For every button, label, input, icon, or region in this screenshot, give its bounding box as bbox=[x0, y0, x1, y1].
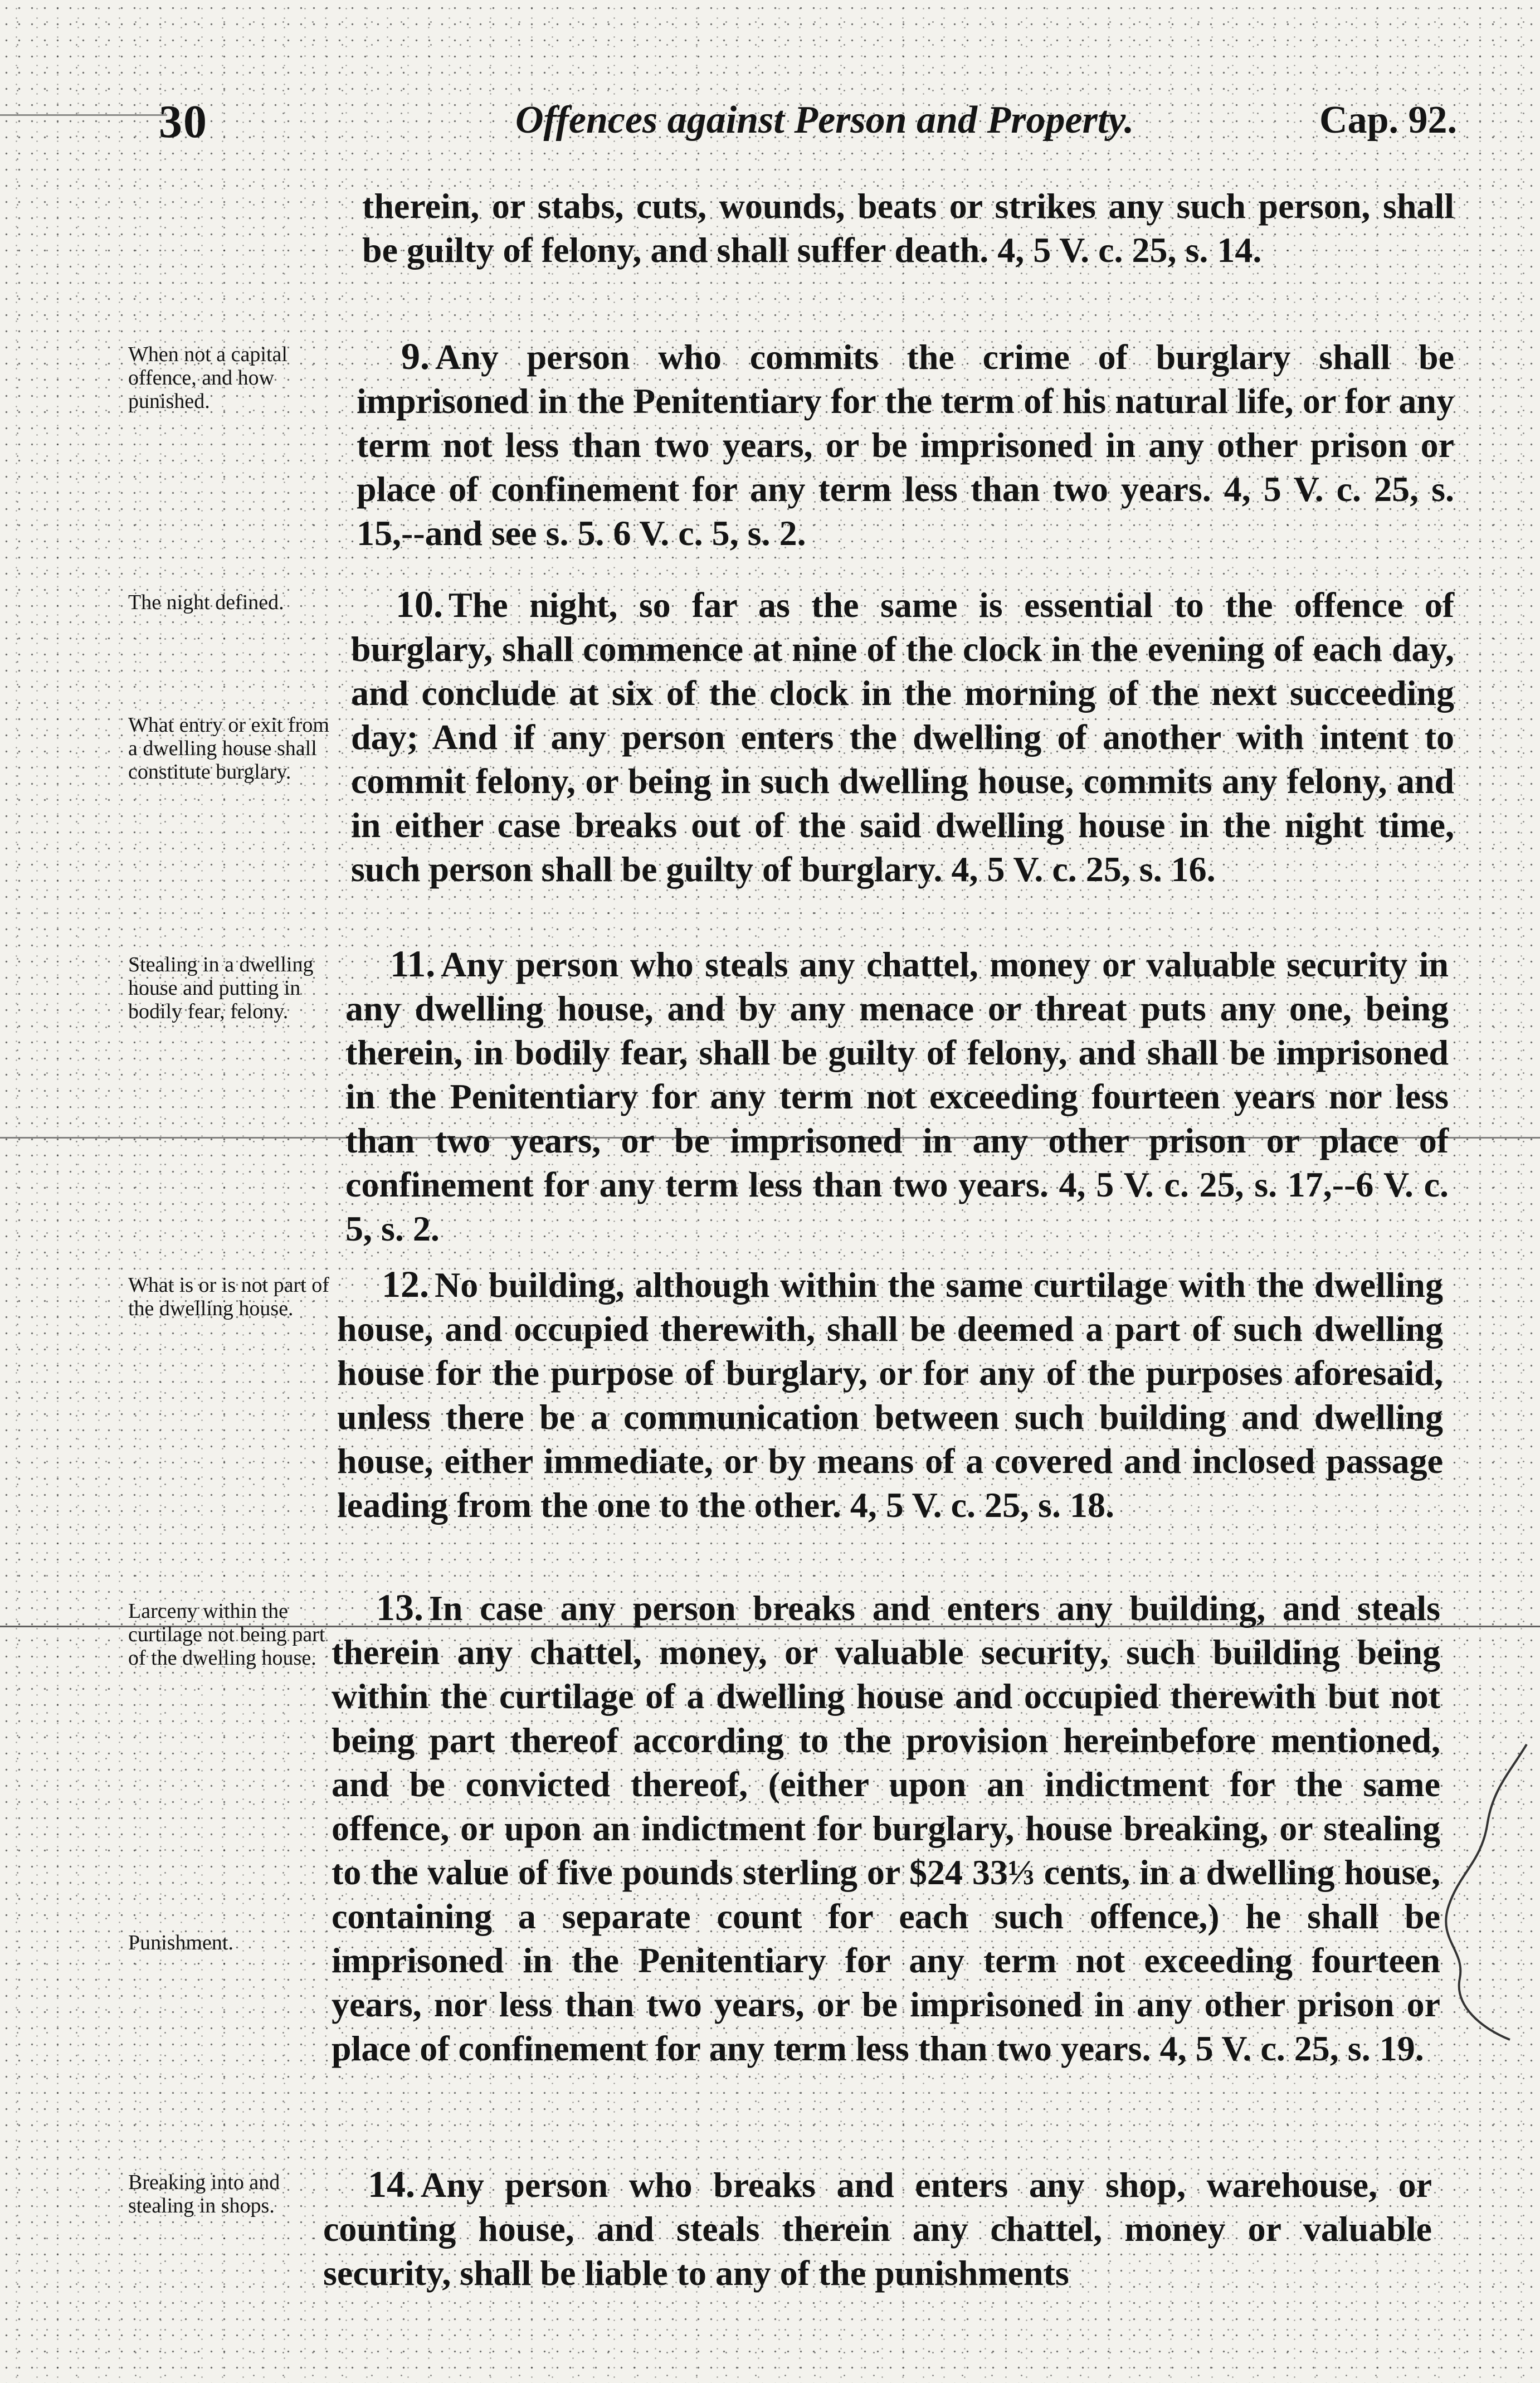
section-number: 13. bbox=[376, 1586, 423, 1628]
section-13 bbox=[332, 1586, 1440, 2070]
page-header bbox=[159, 95, 1457, 156]
margin-note: Larceny within the curtilage not being part of the dwelling house. bbox=[128, 1599, 325, 1670]
section-12 bbox=[337, 1262, 1443, 1527]
margin-note: What is or is not part of the dwelling house. bbox=[128, 1273, 329, 1320]
section-text: The night, so far as the same is essential to the offence of burglary, shall commence at nine of the clock in the evening of each day, and conclude at six of the clock in the morning of the next succeeding day; And if any person enters the dwelling of another with intent to commit felony, or being in such dwelling house, commits any felony, and in either case breaks out of the said dwelling house in the night time, such person shall be guilty of burglary. 4, 5 V. c. 25, s. 16. bbox=[351, 585, 1454, 889]
continuation-text: therein, or stabs, cuts, wounds, beats or strikes any such person, shall be guilty of felony, and shall suffer death. 4, 5 V. c. 25, s. 14. bbox=[362, 186, 1454, 270]
margin-note: The night defined. bbox=[128, 591, 284, 614]
section-text: Any person who breaks and enters any shop, warehouse, or counting house, and steals therein any chattel, money or valuable security, shall be liable to any of the punishments bbox=[323, 2165, 1432, 2293]
section-number: 11. bbox=[390, 942, 436, 985]
section-10 bbox=[351, 582, 1454, 891]
margin-note: Breaking into and stealing in shops. bbox=[128, 2171, 280, 2217]
pencil-scribble bbox=[1426, 1739, 1538, 2051]
section-text: No building, although within the same curtilage with the dwelling house, and occupied therewith, shall be deemed a part of such dwelling house for the purpose of burglary, or for any of the purposes aforesaid, unless there be a communication between such building and dwelling house, either immediate, or by means of a covered and inclosed passage leading from the one to the other. 4, 5 V. c. 25, s. 18. bbox=[337, 1265, 1443, 1525]
section-9 bbox=[357, 334, 1454, 555]
margin-note: Stealing in a dwelling house and putting in bodily fear, felony. bbox=[128, 953, 314, 1023]
chapter-reference: Cap. 92. bbox=[1319, 99, 1457, 142]
section-number: 10. bbox=[396, 583, 443, 625]
section-text: Any person who steals any chattel, money or valuable security in any dwelling house, and by any menace or threat puts any one, being therein, in bodily fear, shall be guilty of felony, and shall be imprisoned in the Penitentiary for any term not exceeding fourteen years nor less than two years, or be imprisoned in any other prison or place of confinement for any term less than two years. 4, 5 V. c. 25, s. 17,--6 V. c. 5, s. 2. bbox=[345, 945, 1449, 1248]
section-11 bbox=[345, 942, 1449, 1251]
header-rule bbox=[0, 114, 167, 116]
section-14 bbox=[323, 2162, 1432, 2295]
section-text: In case any person breaks and enters any building, and steals therein any chattel, money, or valuable security, such building being within the curtilage of a dwelling house and occupied therewith but not being part thereof according to the provision hereinbefore mentioned, and be convicted thereof, (either upon an indictment for the same offence, or upon an indictment for burglary, house breaking, or stealing to the value of five pounds sterling or $24 33⅓ cents, in a dwelling house, containing a separate count for each such offence,) he shall be imprisoned in the Penitentiary for any term not exceeding fourteen years, nor less than two years, or be imprisoned in any other prison or place of confinement for any term less than two years. 4, 5 V. c. 25, s. 19. bbox=[332, 1588, 1440, 2068]
section-number: 12. bbox=[382, 1263, 429, 1305]
page-number: 30 bbox=[159, 96, 208, 148]
margin-note: When not a capital offence, and how punished. bbox=[128, 343, 287, 413]
running-title: Offences against Person and Property. bbox=[515, 99, 1134, 142]
section-text: Any person who commits the crime of burglary shall be imprisoned in the Penitentiary for the term of his natural life, or for any term not less than two years, or be imprisoned in any other prison or place of confinement for any term less than two years. 4, 5 V. c. 25, s. 15,--and see s. 5. 6 V. c. 5, s. 2. bbox=[357, 337, 1454, 553]
margin-note: What entry or exit from a dwelling house shall constitute burglary. bbox=[128, 713, 329, 784]
margin-note: Punishment. bbox=[128, 1931, 233, 1954]
section-number: 14. bbox=[368, 2163, 415, 2205]
section-number: 9. bbox=[401, 335, 430, 377]
